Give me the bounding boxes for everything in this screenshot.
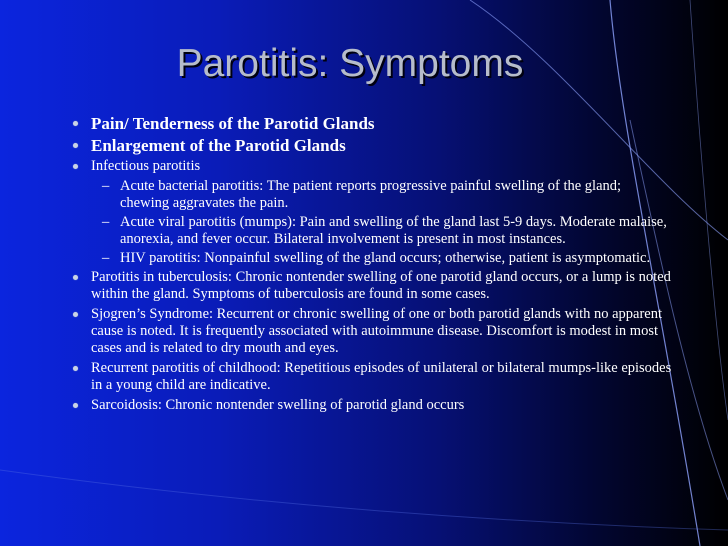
sub-bullet-text: Acute bacterial parotitis: The patient reports progressive painful swelling of the gland; chewing aggravates the pain.	[120, 178, 622, 211]
sub-bullet-item	[72, 214, 672, 248]
bullet-text: Enlargement of the Parotid Glands	[91, 136, 346, 155]
bullet-text: Sarcoidosis: Chronic nontender swelling of parotid gland occurs	[91, 397, 465, 413]
bullet-text: Parotitis in tuberculosis: Chronic nontender swelling of one parotid gland occurs, or a lump is noted within the gland. Symptoms of tuberculosis are found in some cases.	[91, 269, 671, 302]
bullet-item	[72, 269, 672, 303]
bullet-dot-icon	[73, 143, 78, 148]
sub-bullet-text: HIV parotitis: Nonpainful swelling of the gland occurs; otherwise, patient is asymptomatic.	[120, 250, 651, 266]
decorative-curve-4	[0, 470, 728, 530]
bullet-item	[72, 158, 672, 175]
bullet-item	[72, 397, 672, 414]
sub-bullet-item	[72, 178, 672, 212]
bullet-list	[72, 114, 672, 417]
bullet-item	[72, 136, 672, 156]
bullet-item	[72, 114, 672, 134]
sub-bullet-text: Acute viral parotitis (mumps): Pain and swelling of the gland last 5-9 days. Moderate malaise, anorexia, and fever occur. Bilateral involvement is present in most instances.	[120, 214, 667, 247]
sub-bullet-item	[72, 250, 672, 267]
bullet-dot-icon	[73, 366, 78, 371]
bullet-dot-icon	[73, 275, 78, 280]
bullet-text: Pain/ Tenderness of the Parotid Glands	[91, 114, 375, 133]
bullet-dot-icon	[73, 403, 78, 408]
bullet-text: Recurrent parotitis of childhood: Repetitious episodes of unilateral or bilateral mumps-like episodes in a young child are indicative.	[91, 360, 672, 393]
bullet-item	[72, 360, 672, 394]
bullet-dot-icon	[73, 312, 78, 317]
bullet-text: Infectious parotitis	[91, 158, 201, 174]
bullet-dot-icon	[73, 121, 78, 126]
dash-icon: –	[102, 214, 110, 230]
dash-icon: –	[102, 178, 110, 194]
bullet-text: Sjogren’s Syndrome: Recurrent or chronic swelling of one or both parotid glands with no apparent cause is noted. It is frequently associated with autoimmune disease. Discomfort is modest in most cases and is related to dry mouth and eyes.	[91, 306, 663, 356]
bullet-dot-icon	[73, 164, 78, 169]
dash-icon: –	[102, 250, 110, 266]
bullet-item	[72, 306, 672, 357]
slide-title: Parotitis: Symptoms	[176, 42, 524, 85]
